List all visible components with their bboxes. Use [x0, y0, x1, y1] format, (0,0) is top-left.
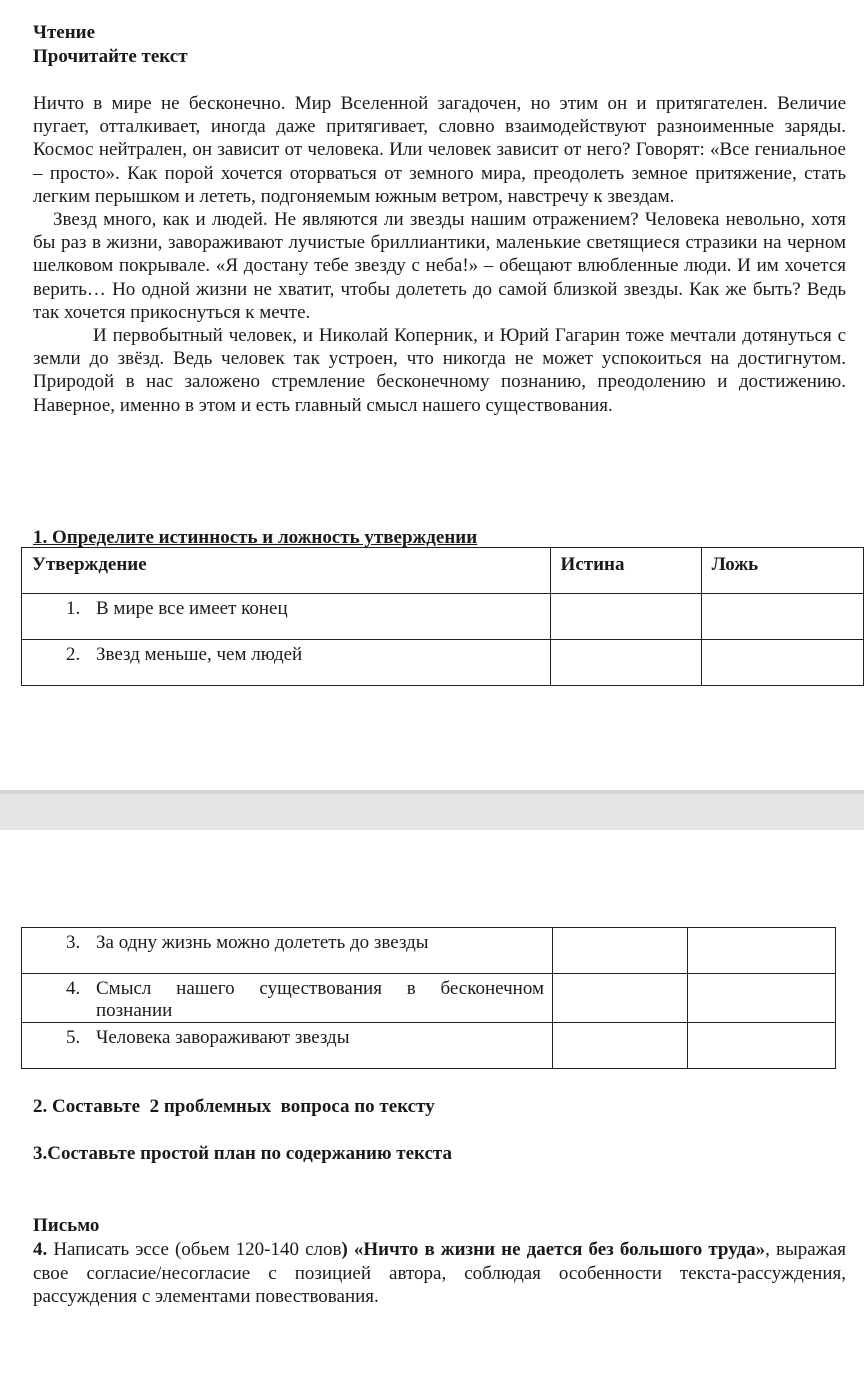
document-page-2	[0, 830, 864, 1392]
true-cell[interactable]	[550, 640, 701, 686]
paragraph-2: Звезд много, как и людей. Не являются ли звезды нашим отражением? Человека невольно, хотя бы раз в жизни, завораживают лучистые бриллиантики, маленькие светящиеся стразики на черном шелковом покрывале. «Я достану тебе звезду с неба!» – обещают влюбленные люди. И им хочется верить… Но одной жизни не хватит, чтобы долететь до самой близкой звезды. Как же быть? Ведь так хочется прикоснуться к мечте.	[33, 209, 846, 323]
header-statement: Утверждение	[22, 548, 551, 594]
table-header-row	[22, 548, 864, 594]
row-number: 5.	[66, 1027, 81, 1048]
table-row	[22, 974, 836, 1023]
essay-topic: ) «Ничто в жизни не дается без большого труда»	[341, 1239, 766, 1260]
section-title-reading: Чтение	[33, 22, 96, 43]
header-true: Истина	[550, 548, 701, 594]
table-row	[22, 640, 864, 686]
row-number: 4.	[66, 978, 81, 999]
false-cell[interactable]	[701, 594, 863, 640]
task-4-number: 4.	[33, 1239, 48, 1260]
true-cell[interactable]	[553, 1023, 688, 1069]
statement-text: Звезд меньше, чем людей	[96, 644, 303, 665]
true-cell[interactable]	[550, 594, 701, 640]
false-cell[interactable]	[688, 928, 836, 974]
statement-text: В мире все имеет конец	[96, 598, 288, 619]
true-cell[interactable]	[553, 928, 688, 974]
true-false-table-part-1	[21, 547, 864, 686]
false-cell[interactable]	[688, 1023, 836, 1069]
writing-task	[33, 1238, 846, 1309]
paragraph-1: Ничто в мире не бесконечно. Мир Вселенной загадочен, но этим он и притягателен. Величие пугает, отталкивает, иногда даже притягивает, словно взаимодействуют разноименные заряды. Космос нейтрален, он зависит от человека. Или человек зависит от него? Говорят: «Все гениальное – просто». Как порой хочется оторваться от земного мира, преодолеть земное притяжение, стать легким перышком и лететь, подгоняемым южным ветром, навстречу к звездам.	[33, 93, 846, 207]
reading-instruction: Прочитайте текст	[33, 46, 188, 67]
row-number: 2.	[66, 644, 81, 665]
false-cell[interactable]	[701, 640, 863, 686]
row-number: 1.	[66, 598, 81, 619]
true-false-table-part-2	[21, 927, 836, 1069]
row-number: 3.	[66, 932, 81, 953]
writing-text-before: Написать эссе (обьем 120-140 слов	[47, 1239, 342, 1260]
statement-text: Человека завораживают звезды	[96, 1027, 350, 1048]
true-cell[interactable]	[553, 974, 688, 1023]
task-2-title: 2. Составьте 2 проблемных вопроса по тексту	[33, 1096, 435, 1117]
table-row	[22, 928, 836, 974]
statement-text: За одну жизнь можно долететь до звезды	[96, 932, 429, 953]
page-separator	[0, 790, 864, 830]
header-false: Ложь	[701, 548, 863, 594]
statement-text: Смысл нашего существования в бесконечном познании	[96, 978, 544, 1021]
table-row	[22, 1023, 836, 1069]
reading-text	[33, 92, 846, 417]
section-title-writing: Письмо	[33, 1215, 100, 1236]
false-cell[interactable]	[688, 974, 836, 1023]
task-1-title: 1. Определите истинность и ложность утверждении	[33, 527, 478, 548]
table-row	[22, 594, 864, 640]
writing-text-after: , выражая свое согласие/несогласие с позицией автора, соблюдая особенности текста-рассуждения, рассуждения с элементами повествования.	[33, 1239, 846, 1307]
paragraph-3: И первобытный человек, и Николай Коперник, и Юрий Гагарин тоже мечтали дотянуться с земли до звёзд. Ведь человек так устроен, что никогда не может успокоиться на достигнутом. Природой в нас заложено стремление бесконечному познанию, преодолению и достижению. Наверное, именно в этом и есть главный смысл нашего существования.	[33, 325, 846, 416]
task-3-title: 3.Составьте простой план по содержанию текста	[33, 1143, 452, 1164]
